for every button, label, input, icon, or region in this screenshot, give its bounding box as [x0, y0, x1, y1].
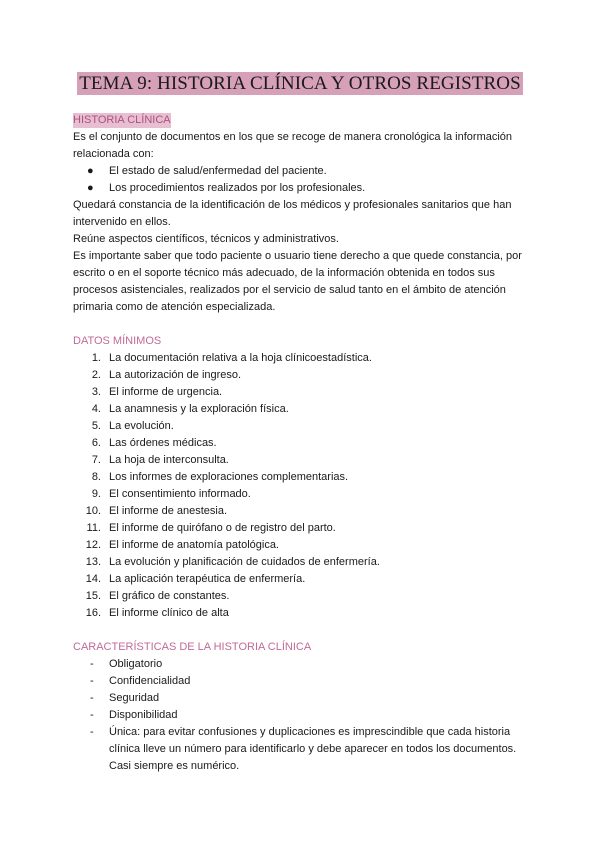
- list-item-number: 2.: [91, 369, 101, 381]
- list-item-text: El informe clínico de alta: [109, 607, 229, 619]
- dash-icon: -: [90, 709, 94, 721]
- list-item: [73, 656, 533, 673]
- section-datos-minimos: [73, 333, 533, 622]
- title-wrap: [0, 72, 600, 95]
- section-heading-datos-minimos: DATOS MÍNIMOS: [73, 335, 162, 347]
- list-item: [73, 690, 533, 707]
- page-title: TEMA 9: HISTORIA CLÍNICA Y OTROS REGISTROS: [79, 73, 521, 94]
- list-item-number: 4.: [91, 403, 101, 415]
- list-item-number: 5.: [91, 420, 101, 432]
- list-item: [73, 673, 533, 690]
- paragraph: Reúne aspectos científicos, técnicos y administrativos.: [73, 233, 339, 245]
- list-item-text: La evolución.: [109, 420, 174, 432]
- spacer: [73, 622, 533, 639]
- list-item-text: Las órdenes médicas.: [109, 437, 217, 449]
- bullet-text: Los procedimientos realizados por los profesionales.: [109, 182, 366, 194]
- bullet-icon: ●: [87, 182, 94, 194]
- list-item: [73, 588, 533, 605]
- bullet-icon: ●: [87, 165, 94, 177]
- list-item-number: 12.: [85, 539, 101, 551]
- dash-icon: -: [90, 692, 94, 704]
- list-item-text: Seguridad: [109, 692, 160, 704]
- list-item-text: Confidencialidad: [109, 675, 191, 687]
- list-item-text: La evolución y planificación de cuidados de enfermería.: [109, 556, 380, 568]
- spacer: [73, 316, 533, 333]
- bullet-text: El estado de salud/enfermedad del paciente.: [109, 165, 327, 177]
- document-body: [73, 112, 533, 775]
- list-item-number: 7.: [91, 454, 101, 466]
- list-item-text: El informe de anatomía patológica.: [109, 539, 279, 551]
- bullet-list: [73, 163, 533, 197]
- section-historia-clinica: [73, 112, 533, 316]
- list-item-number: 3.: [91, 386, 101, 398]
- list-item: [73, 486, 533, 503]
- list-item-text: La autorización de ingreso.: [109, 369, 242, 381]
- section-heading-caracteristicas: CARACTERÍSTICAS DE LA HISTORIA CLÍNICA: [73, 641, 312, 653]
- list-item: [73, 469, 533, 486]
- dash-list: [73, 656, 533, 775]
- list-item-text: El informe de quirófano o de registro del parto.: [109, 522, 336, 534]
- paragraph: Es importante saber que todo paciente o usuario tiene derecho a que quede constancia, por escrito o en el soporte técnico más adecuado, de la información obtenida en todos sus procesos asistenciales, realizados por el servicio de salud tanto en el ámbito de atención primaria como de atención especializada.: [73, 250, 522, 313]
- list-item-number: 13.: [85, 556, 101, 568]
- list-item-text: La hoja de interconsulta.: [109, 454, 229, 466]
- list-item-number: 9.: [91, 488, 101, 500]
- list-item: [73, 554, 533, 571]
- list-item: [73, 418, 533, 435]
- section-caracteristicas: [73, 639, 533, 775]
- list-item-number: 11.: [86, 522, 101, 534]
- list-item-text: El consentimiento informado.: [109, 488, 251, 500]
- list-item-text: Obligatorio: [109, 658, 163, 670]
- list-item-number: 14.: [85, 573, 101, 585]
- list-item-text: La aplicación terapéutica de enfermería.: [109, 573, 306, 585]
- intro-paragraph: Es el conjunto de documentos en los que se recoge de manera cronológica la información relacionada con:: [73, 131, 513, 160]
- list-item: [73, 520, 533, 537]
- list-item: [73, 452, 533, 469]
- list-item-text: Los informes de exploraciones complementarias.: [109, 471, 349, 483]
- list-item: [73, 537, 533, 554]
- list-item: [73, 571, 533, 588]
- dash-icon: -: [90, 675, 94, 687]
- list-item: [73, 180, 533, 197]
- list-item: [73, 707, 533, 724]
- list-item-text: La anamnesis y la exploración física.: [109, 403, 289, 415]
- paragraph: Quedará constancia de la identificación de los médicos y profesionales sanitarios que han intervenido en ellos.: [73, 199, 512, 228]
- list-item: [73, 401, 533, 418]
- list-item: [73, 367, 533, 384]
- list-item-text: El gráfico de constantes.: [109, 590, 230, 602]
- section-heading-historia-clinica: HISTORIA CLÍNICA: [73, 114, 171, 126]
- list-item-text: La documentación relativa a la hoja clínicoestadística.: [109, 352, 372, 364]
- list-item: [73, 163, 533, 180]
- dash-icon: -: [90, 726, 94, 738]
- list-item: [73, 605, 533, 622]
- list-item-number: 6.: [91, 437, 101, 449]
- list-item: [73, 724, 533, 775]
- list-item-number: 10.: [85, 505, 101, 517]
- list-item-text: El informe de anestesia.: [109, 505, 228, 517]
- list-item: [73, 350, 533, 367]
- list-item-text: Única: para evitar confusiones y duplicaciones es imprescindible que cada historia clínica lleve un número para identificarlo y debe aparecer en todos los documentos. Casi siempre es numérico.: [109, 726, 517, 772]
- list-item-number: 16.: [85, 607, 101, 619]
- list-item: [73, 503, 533, 520]
- list-item: [73, 384, 533, 401]
- dash-icon: -: [90, 658, 94, 670]
- list-item: [73, 435, 533, 452]
- list-item-number: 1.: [91, 352, 101, 364]
- list-item-text: Disponibilidad: [109, 709, 178, 721]
- numbered-list: [73, 350, 533, 622]
- list-item-number: 8.: [91, 471, 101, 483]
- list-item-text: El informe de urgencia.: [109, 386, 223, 398]
- list-item-number: 15.: [85, 590, 101, 602]
